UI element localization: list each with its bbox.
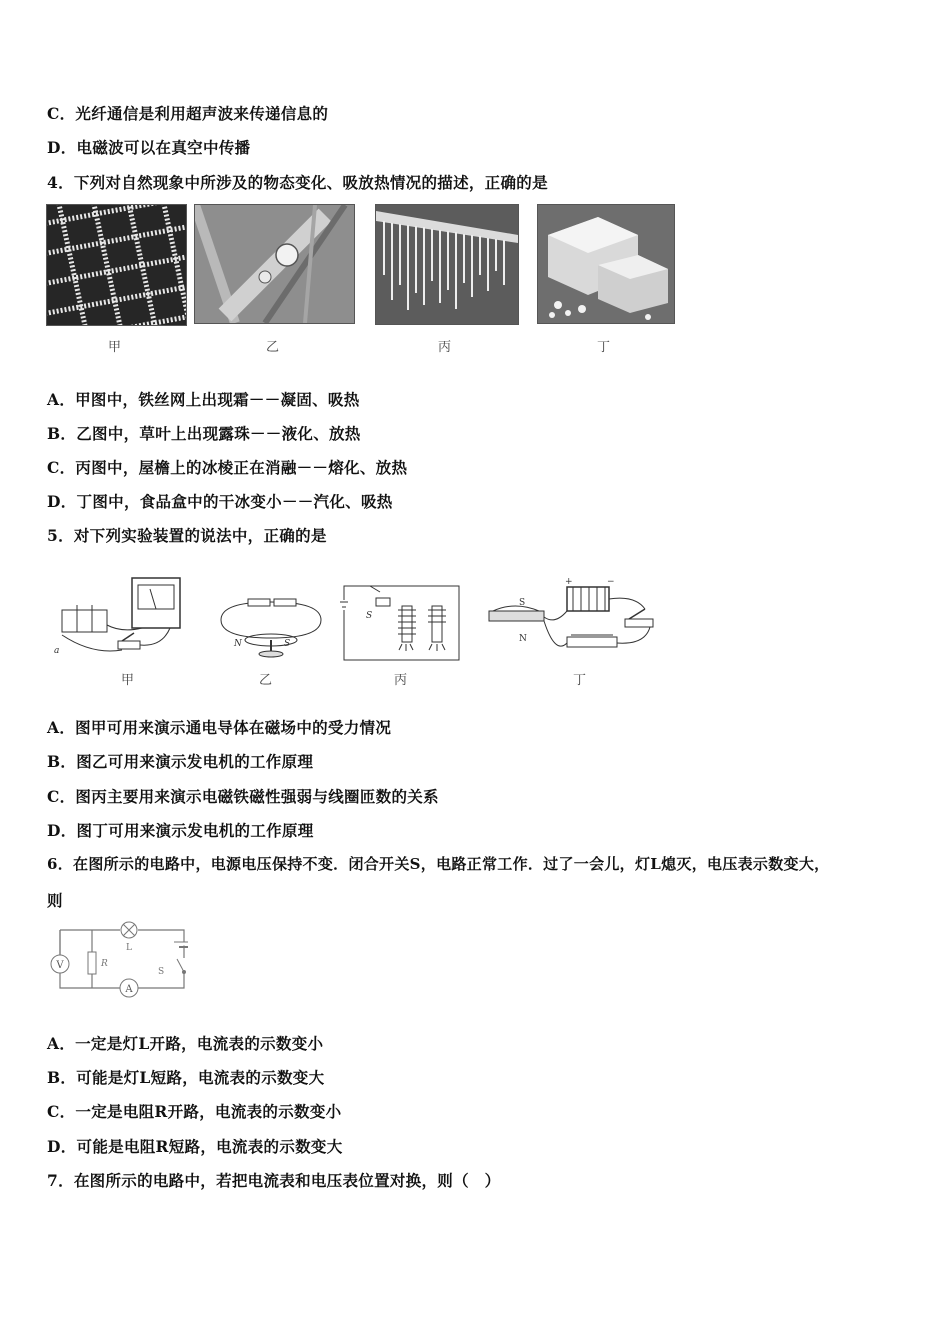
ding-minus-label: −	[607, 577, 615, 587]
q4-caption-jia: 甲	[108, 340, 122, 355]
q4-option-a: A．甲图中，铁丝网上出现霜－－凝固、吸热	[47, 390, 360, 409]
q4-caption-bing: 丙	[438, 340, 452, 355]
ding-plus-label: +	[565, 577, 573, 587]
yi-n-label: N	[234, 639, 242, 649]
q4-stem: 4．下列对自然现象中所涉及的物态变化、吸放热情况的描述，正确的是	[47, 173, 548, 192]
q6-stem-line1: 6．在图所示的电路中，电源电压保持不变．闭合开关S，电路正常工作．过了一会儿，灯L熄灭，电压表示数变大，	[47, 855, 830, 873]
q5-option-c: C．图丙主要用来演示电磁铁磁性强弱与线圈匝数的关系	[47, 787, 439, 806]
q5-caption-ding: 丁	[573, 673, 587, 688]
q7-stem: 7．在图所示的电路中，若把电流表和电压表位置对换，则（ ）	[47, 1171, 501, 1190]
svg-text:A: A	[125, 984, 133, 995]
dry-ice-photo	[537, 204, 675, 324]
q5-option-d: D．图丁可用来演示发电机的工作原理	[47, 821, 314, 840]
q4-option-c: C．丙图中，屋檐上的冰棱正在消融－－熔化、放热	[47, 458, 408, 477]
q5-caption-bing: 丙	[394, 673, 408, 688]
voltmeter-symbol	[51, 955, 69, 973]
switch-symbol	[177, 958, 186, 974]
q3-option-c: C．光纤通信是利用超声波来传递信息的	[47, 104, 329, 123]
q6-option-b: B．可能是灯L短路，电流表的示数变大	[47, 1068, 325, 1087]
q5-figure-yi	[216, 590, 326, 660]
q6-stem-line2: 则	[47, 891, 63, 910]
q5-caption-jia: 甲	[121, 673, 135, 688]
ammeter-symbol	[120, 979, 138, 997]
q4-option-b: B．乙图中，草叶上出现露珠－－液化、放热	[47, 424, 361, 443]
q5-figure-ding	[485, 575, 660, 660]
svg-text:V: V	[56, 960, 64, 971]
ding-s-label: S	[519, 598, 526, 608]
q6-option-c: C．一定是电阻R开路，电流表的示数变小	[47, 1102, 342, 1121]
ding-n-label: N	[519, 634, 527, 644]
lamp-symbol	[121, 922, 137, 938]
q6-option-d: D．可能是电阻R短路，电流表的示数变大	[47, 1137, 343, 1156]
switch-label: S	[158, 967, 165, 977]
q6-option-a: A．一定是灯L开路，电流表的示数变小	[47, 1034, 324, 1053]
bing-s-label: S	[366, 611, 373, 621]
q5-caption-yi: 乙	[259, 673, 273, 688]
q5-option-b: B．图乙可用来演示发电机的工作原理	[47, 752, 314, 771]
resistor-symbol	[88, 952, 96, 974]
battery-symbol	[174, 942, 188, 947]
q5-figure-bing	[340, 580, 465, 662]
resistor-label: R	[101, 959, 108, 969]
q4-caption-yi: 乙	[266, 340, 280, 355]
q5-stem: 5．对下列实验装置的说法中，正确的是	[47, 526, 327, 545]
q3-option-d: D．电磁波可以在真空中传播	[47, 138, 251, 157]
q6-circuit-diagram	[46, 918, 188, 1004]
frost-mesh-photo	[46, 204, 187, 326]
jia-a-label: a	[54, 646, 60, 656]
icicles-photo	[375, 204, 519, 325]
q5-option-a: A．图甲可用来演示通电导体在磁场中的受力情况	[47, 718, 392, 737]
dew-grass-photo	[194, 204, 355, 324]
lamp-label: L	[126, 943, 132, 953]
q4-caption-ding: 丁	[597, 340, 611, 355]
yi-s-label: S	[284, 639, 291, 649]
q5-figure-jia	[52, 575, 187, 660]
q4-option-d: D．丁图中，食品盒中的干冰变小－－汽化、吸热	[47, 492, 393, 511]
